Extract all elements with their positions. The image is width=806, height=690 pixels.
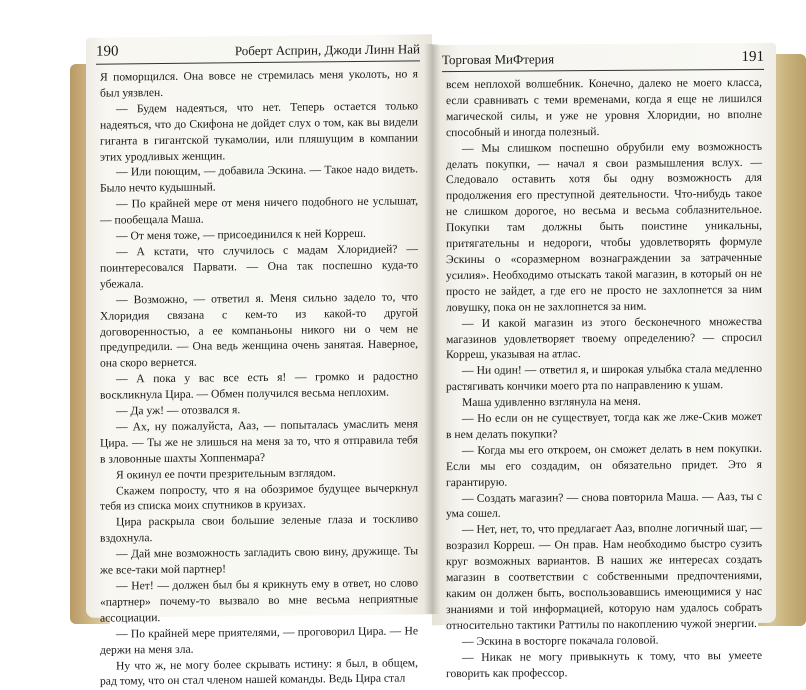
paragraph: — По крайней мере приятелями, — проговорил Цира. — Не держи на меня зла. — [100, 624, 418, 657]
paragraph: — Ни один! — ответил я, и широкая улыбка стала медленно растягивать кончики моего рта по направлению к ушам. — [446, 362, 762, 394]
paragraph: — И какой магазин из этого бесконечного множества магазинов удовлетворяет твоему определению? — спросил Корреш, указывая на атлас. — [446, 314, 762, 362]
open-book — [30, 14, 778, 689]
right-page — [432, 43, 776, 680]
paragraph: — Возможно, — ответил я. Меня сильно задело то, что Хлоридия связана с кем-то из какой-то другой договоренностью, а ее компаньоны никого ни о чем не предупредили. — Она ведь женщина очень занятая. Наверное, она скоро вернется. — [100, 290, 418, 370]
paragraph: — Нет! — должен был бы я крикнуть ему в ответ, но слово «партнер» почему-то вызвало во мне весьма неприятные ассоциации. — [100, 576, 418, 625]
paragraph: — А пока у вас все есть я! — громко и радостно воскликнула Цира. — Обмен получился весьма неплохим. — [100, 369, 418, 402]
running-title: Торговая МиФтерия — [442, 51, 555, 68]
page-number: 191 — [741, 48, 764, 66]
right-page-header — [442, 49, 764, 72]
paragraph: Ну что ж, не могу более скрывать истину: я был, в общем, рад тому, что он стал членом нашей команды. Ведь Цира стал — [100, 655, 418, 689]
left-page — [86, 34, 432, 689]
paragraph: — Эскина в восторге покачала головой. — [462, 633, 659, 648]
paragraph: — Да уж! — отозвался я. — [116, 403, 241, 418]
paragraph: — Будем надеяться, что нет. Теперь остается только надеяться, что до Скифона не дойдет слух о том, как вы видели гиганта в гигантской тукамолии, или пляшущим в компании этих уродливых женщин. — [100, 99, 418, 164]
paragraph: — Нет, нет, то, что предлагает Ааз, вполне логичный шаг, — возразил Корреш. — Он прав. Нам необходимо быстро сузить круг возможных вариантов. В наших же интересах создать магазин в соответствии с собственными предпочтениями, каким он должен быть, воспользовавшись имеющимися у нас знаниями и той информацией, которую нам удалось собрать относительно тактики Раттилы по накоплению чужой энергии. — [446, 521, 762, 632]
paragraph: — Создать магазин? — снова повторила Маша. — Ааз, ты с ума сошел. — [446, 489, 762, 521]
paragraph: всем неплохой волшебник. Конечно, далеко не моего класса, если сравнивать с теми временами, когда я еще не лишился магической силы, и уже не уровня Хлоридии, но вполне способный и иногда полезный. — [446, 75, 762, 139]
book-spine-shadow — [424, 44, 440, 614]
paragraph: — Но если он не существует, тогда как же лже-Скив может в нем делать покупки? — [446, 409, 762, 442]
paragraph: — Ах, ну пожалуйста, Ааз, — попыталась умаслить меня Цира. — Ты же не злишься на меня за то, что я отправила тебя в зловонные шахты Хоппенмара? — [100, 417, 418, 466]
paragraph: Я поморщился. Она вовсе не стремилась меня уколоть, но я был уязвлен. — [100, 67, 418, 100]
paragraph: — По крайней мере от меня ничего подобного не услышат, — пообещала Маша. — [100, 194, 418, 227]
left-page-header — [96, 40, 420, 64]
paragraph: — А кстати, что случилось с мадам Хлоридией? — поинтересовался Парвати. — Она так поспешно куда-то убежала. — [100, 242, 418, 291]
paragraph: — Мы слишком поспешно обрубили ему возможность делать покупки, — начал я свои размышления вслух. — Следовало оставить хотя бы одну возможность для продолжения его преступной деятельности. Что-нибудь такое не слишком дорогое, но весьма и весьма соблазнительное. Покупки там должны быть поистине уникальны, притягательны и недороги, чтобы удовлетворять формуле Эскины о «соразмерном вознаграждении за затраченные усилия». Необходимо отыскать такой магазин, в который он не просто не зайдет, а где его не просто не захлопнется за ним ловушку, пока он не захлопнется за ним. — [446, 139, 762, 314]
paragraph: — От меня тоже, — присоединился к ней Корреш. — [116, 226, 366, 243]
paragraph: Цира раскрыла свои большие зеленые глаза и тоскливо вздохнула. — [100, 512, 418, 545]
right-page-text — [446, 75, 762, 680]
page-number: 190 — [96, 43, 119, 60]
paragraph: Я окинул ее почти презрительным взглядом. — [116, 465, 336, 482]
paragraph: — Или поющим, — добавила Эскина. — Такое надо видеть. Было нечто кудышный. — [100, 162, 418, 196]
paragraph: Маша удивленно взглянула на меня. — [462, 394, 641, 410]
left-page-text — [100, 66, 418, 689]
paragraph: — Дай мне возможность загладить свою вину, дружище. Ты же все-таки мой партнер! — [100, 544, 418, 577]
running-title: Роберт Асприн, Джоди Линн Най — [234, 41, 420, 59]
paragraph: Скажем попросту, что я на обозримое будущее вычеркнул тебя из списка моих спутников в круизах. — [100, 480, 418, 514]
paragraph: — Никак не могу привыкнуть к тому, что вы умеете говорить как профессор. — [446, 648, 762, 680]
paragraph: — Когда мы его откроем, он сможет делать в нем покупки. Если мы его создадим, он обязательно придет. Это я гарантирую. — [446, 441, 762, 489]
